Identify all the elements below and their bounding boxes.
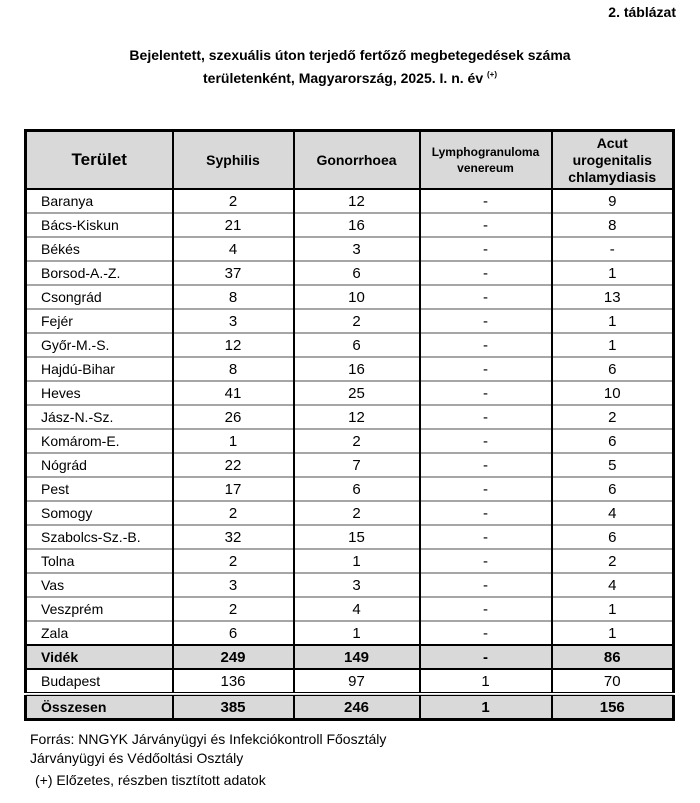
lgv-cell: - [420, 501, 552, 525]
chlamydia-cell: - [552, 237, 674, 261]
gonorrhoea-cell: 2 [294, 309, 420, 333]
area-cell: Zala [26, 621, 173, 645]
lgv-cell: - [420, 237, 552, 261]
area-cell: Tolna [26, 549, 173, 573]
area-cell: Győr-M.-S. [26, 333, 173, 357]
lgv-cell: - [420, 213, 552, 237]
chlamydia-cell: 1 [552, 309, 674, 333]
lgv-header-line-2: venereum [457, 161, 514, 175]
gonorrhoea-cell: 6 [294, 261, 420, 285]
gonorrhoea-cell: 246 [294, 694, 420, 720]
chlamydia-cell: 10 [552, 381, 674, 405]
gonorrhoea-cell: 15 [294, 525, 420, 549]
area-cell: Békés [26, 237, 173, 261]
gonorrhoea-cell: 12 [294, 405, 420, 429]
area-cell: Heves [26, 381, 173, 405]
syphilis-cell: 8 [173, 357, 294, 381]
table-row-budapest [26, 669, 674, 694]
area-cell: Vas [26, 573, 173, 597]
chlamydia-cell: 156 [552, 694, 674, 720]
area-cell: Vidék [26, 645, 173, 669]
lgv-cell: - [420, 573, 552, 597]
chlamydia-cell: 1 [552, 621, 674, 645]
area-cell: Bács-Kiskun [26, 213, 173, 237]
lgv-cell: - [420, 645, 552, 669]
syphilis-cell: 26 [173, 405, 294, 429]
syphilis-cell: 249 [173, 645, 294, 669]
chlamydia-cell: 2 [552, 405, 674, 429]
title-line-2-text: területenként, Magyarország, 2025. I. n. év [203, 70, 484, 86]
column-header-syphilis: Syphilis [173, 131, 294, 190]
column-header-lgv [420, 131, 552, 190]
gonorrhoea-cell: 149 [294, 645, 420, 669]
chlamydia-cell: 1 [552, 333, 674, 357]
lgv-cell: 1 [420, 669, 552, 694]
syphilis-cell: 136 [173, 669, 294, 694]
total-row [26, 694, 674, 720]
table-row [26, 285, 674, 309]
title-footnote-marker: (+) [487, 70, 497, 79]
area-cell: Összesen [26, 694, 173, 720]
syphilis-cell: 1 [173, 429, 294, 453]
subtotal-row-videk [26, 645, 674, 669]
chlamydia-cell: 4 [552, 573, 674, 597]
chlamydia-cell: 1 [552, 261, 674, 285]
gonorrhoea-cell: 16 [294, 357, 420, 381]
syphilis-cell: 2 [173, 549, 294, 573]
chlamydia-cell: 6 [552, 525, 674, 549]
area-cell: Komárom-E. [26, 429, 173, 453]
chlamydia-cell: 8 [552, 213, 674, 237]
syphilis-cell: 17 [173, 477, 294, 501]
lgv-cell: - [420, 285, 552, 309]
syphilis-cell: 2 [173, 597, 294, 621]
syphilis-cell: 3 [173, 309, 294, 333]
lgv-header-line-1: Lymphogranuloma [431, 145, 540, 159]
table-row [26, 621, 674, 645]
table-row [26, 405, 674, 429]
area-cell: Budapest [26, 669, 173, 694]
syphilis-cell: 4 [173, 237, 294, 261]
gonorrhoea-cell: 1 [294, 549, 420, 573]
table-row [26, 189, 674, 213]
chlamydia-header-line-2: urogenitalis [572, 151, 652, 168]
syphilis-cell: 8 [173, 285, 294, 309]
lgv-cell: - [420, 453, 552, 477]
gonorrhoea-cell: 4 [294, 597, 420, 621]
lgv-cell: - [420, 621, 552, 645]
gonorrhoea-cell: 12 [294, 189, 420, 213]
lgv-cell: - [420, 429, 552, 453]
syphilis-cell: 6 [173, 621, 294, 645]
area-cell: Nógrád [26, 453, 173, 477]
syphilis-cell: 385 [173, 694, 294, 720]
column-header-chlamydia [552, 131, 674, 190]
title-line-2 [0, 65, 700, 88]
area-cell: Veszprém [26, 597, 173, 621]
chlamydia-cell: 86 [552, 645, 674, 669]
area-cell: Somogy [26, 501, 173, 525]
syphilis-cell: 37 [173, 261, 294, 285]
column-header-area: Terület [26, 131, 173, 190]
lgv-cell: - [420, 597, 552, 621]
table-row [26, 525, 674, 549]
syphilis-cell: 21 [173, 213, 294, 237]
area-cell: Csongrád [26, 285, 173, 309]
table-row [26, 477, 674, 501]
chlamydia-cell: 70 [552, 669, 674, 694]
lgv-cell: - [420, 525, 552, 549]
chlamydia-cell: 6 [552, 477, 674, 501]
syphilis-cell: 3 [173, 573, 294, 597]
gonorrhoea-cell: 1 [294, 621, 420, 645]
table-row [26, 597, 674, 621]
area-cell: Szabolcs-Sz.-B. [26, 525, 173, 549]
chlamydia-cell: 6 [552, 429, 674, 453]
chlamydia-cell: 5 [552, 453, 674, 477]
table-row [26, 573, 674, 597]
source-line-1: Forrás: NNGYK Járványügyi és Infekciókontroll Főosztály [30, 731, 387, 747]
table-row [26, 549, 674, 573]
area-cell: Borsod-A.-Z. [26, 261, 173, 285]
lgv-cell: - [420, 309, 552, 333]
source-line-2: Járványügyi és Védőoltási Osztály [30, 750, 244, 766]
lgv-cell: - [420, 333, 552, 357]
area-cell: Jász-N.-Sz. [26, 405, 173, 429]
gonorrhoea-cell: 2 [294, 501, 420, 525]
chlamydia-cell: 4 [552, 501, 674, 525]
gonorrhoea-cell: 6 [294, 333, 420, 357]
chlamydia-cell: 1 [552, 597, 674, 621]
lgv-cell: - [420, 477, 552, 501]
table-row [26, 309, 674, 333]
gonorrhoea-cell: 2 [294, 429, 420, 453]
table-row [26, 261, 674, 285]
title-line-1: Bejelentett, szexuális úton terjedő fertőző megbetegedések száma [129, 47, 571, 63]
table-row [26, 237, 674, 261]
gonorrhoea-cell: 7 [294, 453, 420, 477]
column-header-gonorrhoea: Gonorrhoea [294, 131, 420, 190]
syphilis-cell: 22 [173, 453, 294, 477]
gonorrhoea-cell: 10 [294, 285, 420, 309]
table-row [26, 213, 674, 237]
gonorrhoea-cell: 25 [294, 381, 420, 405]
table-header-row [26, 131, 674, 190]
syphilis-cell: 32 [173, 525, 294, 549]
table-row [26, 381, 674, 405]
lgv-cell: - [420, 381, 552, 405]
area-cell: Fejér [26, 309, 173, 333]
gonorrhoea-cell: 3 [294, 237, 420, 261]
syphilis-cell: 41 [173, 381, 294, 405]
area-cell: Baranya [26, 189, 173, 213]
lgv-cell: - [420, 189, 552, 213]
chlamydia-cell: 13 [552, 285, 674, 309]
table-row [26, 333, 674, 357]
gonorrhoea-cell: 6 [294, 477, 420, 501]
chlamydia-cell: 9 [552, 189, 674, 213]
table-row [26, 429, 674, 453]
chlamydia-header-line-1: Acut [596, 134, 628, 151]
footnote: (+) Előzetes, részben tisztított adatok [35, 772, 266, 788]
syphilis-cell: 2 [173, 189, 294, 213]
table-row [26, 501, 674, 525]
table-row [26, 357, 674, 381]
chlamydia-header-line-3: chlamydiasis [568, 168, 657, 185]
chlamydia-cell: 2 [552, 549, 674, 573]
gonorrhoea-cell: 16 [294, 213, 420, 237]
table-row [26, 453, 674, 477]
table-number-label: 2. táblázat [608, 4, 676, 20]
area-cell: Hajdú-Bihar [26, 357, 173, 381]
gonorrhoea-cell: 97 [294, 669, 420, 694]
lgv-cell: - [420, 261, 552, 285]
table-title [0, 45, 700, 88]
area-cell: Pest [26, 477, 173, 501]
disease-count-table [24, 129, 675, 721]
syphilis-cell: 12 [173, 333, 294, 357]
gonorrhoea-cell: 3 [294, 573, 420, 597]
syphilis-cell: 2 [173, 501, 294, 525]
lgv-cell: 1 [420, 694, 552, 720]
lgv-cell: - [420, 357, 552, 381]
chlamydia-cell: 6 [552, 357, 674, 381]
lgv-cell: - [420, 549, 552, 573]
lgv-cell: - [420, 405, 552, 429]
footer-notes [30, 730, 386, 790]
